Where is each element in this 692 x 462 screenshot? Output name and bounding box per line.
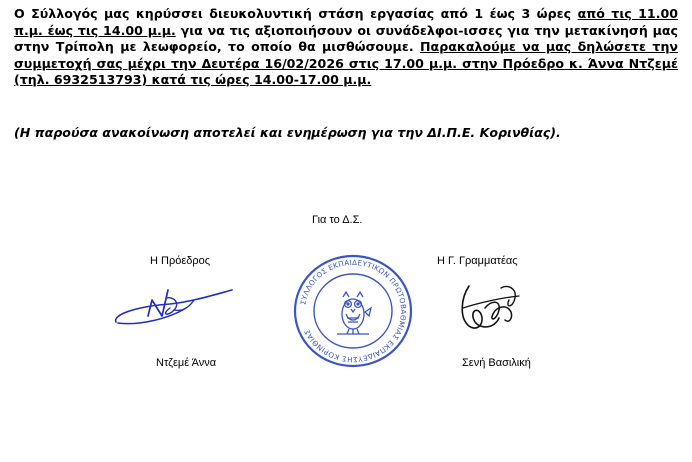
secretary-title: Η Γ. Γραμματέας — [437, 255, 518, 267]
announcement-part-1: Ο Σύλλογός μας κηρύσσει διευκολυντική στάση εργασίας από 1 έως 3 ώρες — [14, 6, 578, 21]
stamp-text: ΣΥΛΛΟΓΟΣ ΕΚΠΑΙΔΕΥΤΙΚΩΝ ΠΡΩΤΟΒΑΘΜΙΑΣ ΕΚΠΑΙΔΕΥΣΗΣ ΚΟΡΙΝΘΙΑΣ — [298, 257, 409, 365]
announcement-paragraph — [14, 6, 678, 89]
president-title: Η Πρόεδρος — [150, 255, 211, 267]
announcement-part-3: για να τις αξιοποιήσουν οι συνάδελφοι-ισσες για την μετακίνησή μας στην Τρίπολη με λεωφορείο, το οποίο θα μισθώσουμε. — [14, 22, 678, 54]
president-signature — [110, 282, 240, 332]
secretary-signature — [455, 278, 525, 340]
secretary-name: Σενή Βασιλική — [462, 357, 531, 369]
union-stamp — [291, 252, 415, 370]
announcement-hours-underlined: από τις 11.00 π.μ. έως τις 14.00 μ.μ. — [14, 6, 679, 38]
announcement-registration-underlined: Παρακαλούμε να μας δηλώσετε την συμμετοχή σας μέχρι την Δευτέρα 16/02/2026 στις 17.00 μ.μ. στην Πρόεδρο κ. Άννα Ντζεμέ (τηλ. 6932513793) κατά τις ώρες 14.00-17.00 μ.μ. — [14, 39, 678, 87]
announcement-note: (Η παρούσα ανακοίνωση αποτελεί και ενημέρωση για την ΔΙ.Π.Ε. Κορινθίας). — [14, 125, 561, 140]
president-name: Ντζεμέ Άννα — [156, 357, 217, 369]
for-board-label: Για το Δ.Σ. — [312, 214, 363, 226]
owl-icon — [337, 292, 371, 334]
